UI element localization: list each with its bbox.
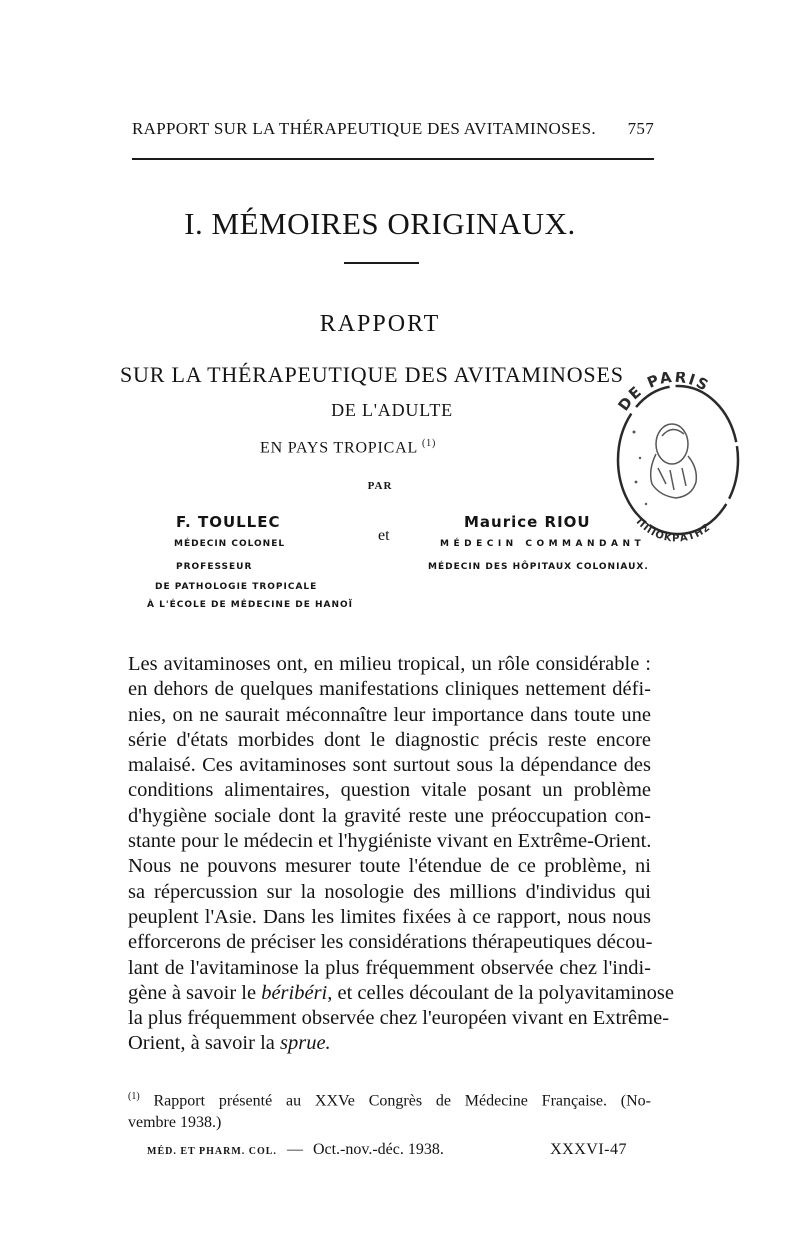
running-head-title: RAPPORT SUR LA THÉRAPEUTIQUE DES AVITAMINOSES. — [132, 119, 596, 138]
body-line: Nous ne pouvons mesurer toute l'étendue de ce problème, ni — [128, 855, 651, 878]
page-footer — [147, 1141, 627, 1159]
footer-volume: XXXVI-47 — [550, 1141, 627, 1158]
term-beriberi: béribéri, — [261, 981, 333, 1004]
footer-dash: — — [286, 1141, 303, 1158]
body-line: efforcerons de préciser les considérations thérapeutiques décou- — [128, 931, 653, 954]
stamp-bottom-text: ΙΠΠΟΚΡΑΤΗΣ — [633, 516, 713, 545]
svg-text:ΙΠΠΟΚΡΑΤΗΣ — [634, 517, 713, 545]
body-line: lant de l'avitaminose la plus fréquemment observée chez l'indi- — [128, 956, 651, 979]
body-line: malaisé. Ces avitaminoses sont surtout sous la dépendance des — [128, 754, 651, 777]
page-number: 757 — [627, 119, 654, 138]
library-stamp — [596, 372, 742, 546]
section-title: I. MÉMOIRES ORIGINAUX. — [184, 206, 576, 241]
body-line: sa répercussion sur la nosologie des millions d'individus qui — [128, 880, 651, 903]
footnote-line-1 — [128, 1086, 651, 1112]
author-1-title-4: À L'ÉCOLE DE MÉDECINE DE HANOÏ — [147, 600, 354, 610]
footer-date: Oct.-nov.-déc. 1938. — [312, 1141, 444, 1158]
body-line: la plus fréquemment observée chez l'européen vivant en Extrême- — [128, 1007, 670, 1030]
body-line: Les avitaminoses ont, en milieu tropical, un rôle considérable : — [128, 653, 651, 675]
author-1-title-1: MÉDECIN COLONEL — [174, 539, 286, 549]
body-line-16 — [128, 1031, 651, 1056]
footnote-text-1: Rapport présenté au XXVe Congrès de Médecine Française. (No- — [153, 1092, 652, 1110]
body-line: conditions alimentaires, question vitale posant un problème — [128, 779, 651, 802]
byline-par: PAR — [367, 480, 393, 492]
article-title-line-1: RAPPORT — [319, 311, 441, 337]
svg-text:DE PARIS — [614, 372, 713, 414]
body-line: série d'états morbides dont le diagnostic précis reste encore — [128, 728, 651, 751]
article-title-line-3: DE L'ADULTE — [331, 400, 453, 420]
body-line-16-a: Orient, à savoir la — [128, 1032, 280, 1055]
footer-journal: MÉD. ET PHARM. COL. — [147, 1146, 277, 1157]
article-title-line-4-text: EN PAYS TROPICAL — [260, 439, 419, 457]
author-1-name: F. TOULLEC — [176, 513, 281, 531]
stamp-top-text: DE PARIS — [614, 372, 714, 415]
author-2-title-2: MÉDECIN DES HÔPITAUX COLONIAUX. — [428, 562, 649, 572]
article-title-line-2: SUR LA THÉRAPEUTIQUE DES AVITAMINOSES — [120, 362, 624, 387]
body-line: peuplent l'Asie. Dans les limites fixées à ce rapport, nous nous — [128, 905, 651, 928]
footer-citation — [147, 1141, 444, 1159]
body-paragraph — [128, 652, 674, 1057]
body-line: stante pour le médecin et l'hygiéniste vivant en Extrême-Orient. — [128, 830, 652, 853]
body-line-14-a: gène à savoir le — [128, 981, 262, 1004]
library-stamp-seal — [596, 372, 742, 546]
article-title-line-4 — [260, 438, 436, 457]
body-line: en dehors de quelques manifestations cliniques nettement défi- — [128, 678, 651, 701]
footnote — [128, 1086, 651, 1134]
running-head — [132, 119, 654, 139]
author-2-title-1: MÉDECIN COMMANDANT — [440, 539, 646, 549]
body-line: d'hygiène sociale dont la gravité reste une préoccupation con- — [128, 804, 651, 827]
author-1-title-2: PROFESSEUR — [176, 562, 253, 572]
body-line-14 — [128, 981, 674, 1006]
author-1-title-3: DE PATHOLOGIE TROPICALE — [155, 582, 318, 592]
section-rule — [344, 262, 419, 264]
footnote-line-2: vembre 1938.) — [128, 1114, 222, 1132]
title-footnote-marker: (1) — [422, 438, 437, 449]
author-2-name: Maurice RIOU — [464, 513, 591, 531]
footnote-marker: (1) — [128, 1091, 140, 1102]
body-line-14-b: et celles découlant de la polyavitaminose — [332, 981, 674, 1004]
header-rule — [132, 158, 654, 160]
body-line: nies, on ne saurait méconnaître leur importance dans toute une — [128, 703, 651, 726]
byline-conjunction: et — [378, 527, 390, 544]
term-sprue: sprue. — [280, 1032, 331, 1055]
stamp-portrait-icon — [651, 424, 697, 498]
